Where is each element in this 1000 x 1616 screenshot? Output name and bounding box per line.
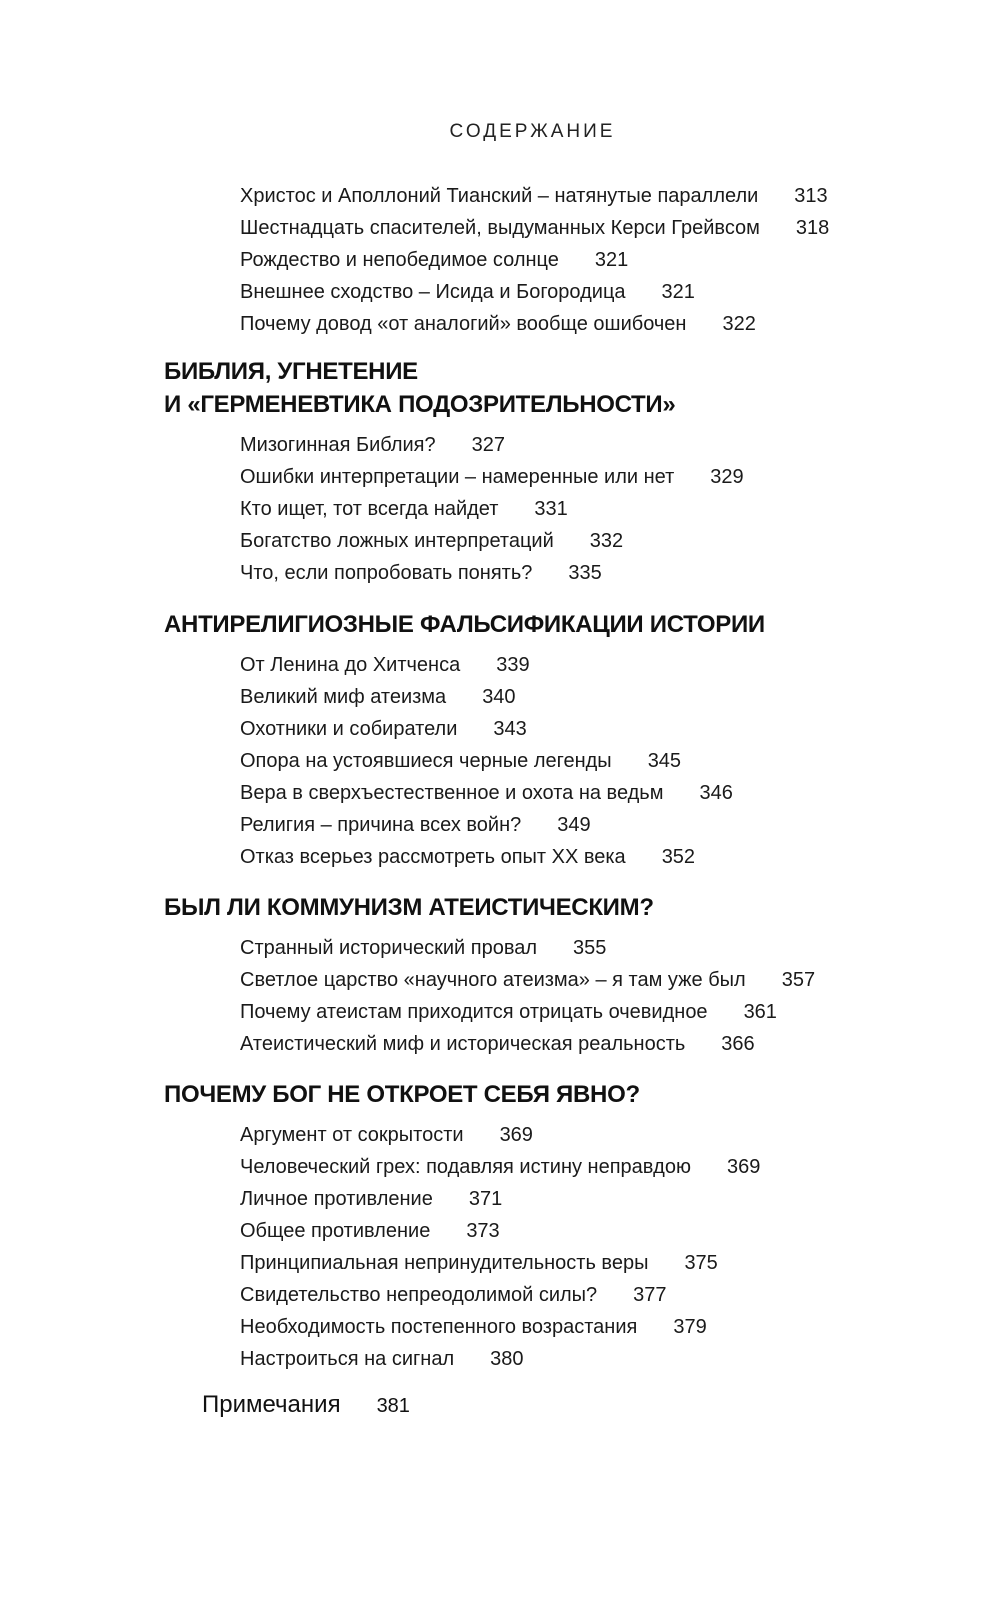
entry-title: Странный исторический провал [240,937,538,959]
entry-page-number: 335 [568,562,602,584]
toc-entry[interactable] [240,935,606,961]
entry-title: Почему довод «от аналогий» вообще ошибочен [240,313,687,335]
entry-page-number: 361 [743,1001,777,1023]
entry-title: Светлое царство «научного атеизма» – я там уже был [240,969,746,991]
toc-entry[interactable] [240,464,744,490]
toc-entry[interactable] [240,844,695,870]
entry-page-number: 371 [468,1188,503,1210]
entry-title: Отказ всерьез рассмотреть опыт XX века [240,846,626,868]
toc-entry[interactable] [240,1218,500,1244]
entry-page-number: 380 [490,1348,524,1370]
entry-title: Богатство ложных интерпретаций [240,530,554,552]
entry-page-number: 329 [710,466,744,488]
section-heading-line: БИБЛИЯ, УГНЕТЕНИЕ [164,358,418,385]
entry-title: Что, если попробовать понять? [240,562,533,584]
entry-page-number: 369 [499,1124,533,1146]
entry-page-number: 339 [496,654,530,676]
entry-page-number: 355 [573,937,607,959]
toc-entry[interactable] [240,311,756,337]
entry-title: Внешнее сходство – Исида и Богородица [240,281,626,303]
entry-page-number: 346 [699,782,733,804]
entry-title: Христос и Аполлоний Тианский – натянутые параллели [240,185,759,207]
entry-title: Свидетельство непреодолимой силы? [240,1284,598,1306]
entry-page-number: 322 [722,313,756,335]
entry-page-number: 375 [684,1252,718,1274]
toc-entry[interactable] [240,528,623,554]
entry-page-number: 352 [661,846,696,868]
entry-title: Почему атеистам приходится отрицать очевидное [240,1001,708,1023]
toc-entry[interactable] [240,247,628,273]
entry-title: Религия – причина всех войн? [240,814,522,836]
entry-title: Кто ищет, тот всегда найдет [240,498,499,520]
entry-title: Принципиальная непринудительность веры [240,1252,649,1274]
entry-page-number: 357 [781,969,816,991]
entry-title: Мизогинная Библия? [240,434,436,456]
entry-page-number: 331 [534,498,568,520]
section-heading[interactable]: БЫЛ ЛИ КОММУНИЗМ АТЕИСТИЧЕСКИМ? [164,894,654,921]
entry-page-number: 332 [589,530,624,552]
toc-entry[interactable] [240,999,777,1025]
entry-title: Настроиться на сигнал [240,1348,455,1370]
entry-page-number: 318 [795,217,830,239]
toc-entry[interactable] [240,652,530,678]
entry-title: Аргумент от сокрытости [240,1124,464,1146]
entry-page-number: 379 [673,1316,707,1338]
entry-title: Великий миф атеизма [240,686,447,708]
entry-title: Охотники и собиратели [240,718,458,740]
toc-entry[interactable] [240,1346,524,1372]
toc-entry[interactable] [240,812,591,838]
toc-entry-notes[interactable] [202,1390,410,1421]
entry-title: Общее противление [240,1220,431,1242]
entry-page-number: 345 [647,750,682,772]
section-heading[interactable] [164,355,675,421]
toc-entry[interactable] [240,1122,533,1148]
entry-page-number: 373 [466,1220,500,1242]
entry-page-number: 327 [471,434,505,456]
toc-entry[interactable] [240,279,695,305]
section-heading-line: И «ГЕРМЕНЕВТИКА ПОДОЗРИТЕЛЬНОСТИ» [164,391,676,418]
toc-entry[interactable] [240,1314,707,1340]
entry-title: Необходимость постепенного возрастания [240,1316,638,1338]
entry-page-number: 340 [482,686,516,708]
toc-entry[interactable] [240,1031,755,1057]
entry-page-number: 349 [557,814,591,836]
running-head: СОДЕРЖАНИЕ [449,121,616,142]
toc-entry[interactable] [240,496,568,522]
entry-title: Человеческий грех: подавляя истину неправдою [240,1156,691,1178]
toc-entry[interactable] [240,716,527,742]
toc-entry[interactable] [240,780,733,806]
toc-entry[interactable] [240,432,505,458]
notes-page-number: 381 [376,1395,410,1417]
entry-title: Ошибки интерпретации – намеренные или нет [240,466,675,488]
toc-entry[interactable] [240,1186,502,1212]
entry-title: От Ленина до Хитченса [240,654,461,676]
section-heading[interactable]: ПОЧЕМУ БОГ НЕ ОТКРОЕТ СЕБЯ ЯВНО? [164,1081,640,1108]
entry-page-number: 321 [661,281,695,303]
entry-page-number: 366 [721,1033,755,1055]
entry-title: Опора на устоявшиеся черные легенды [240,750,612,772]
toc-entry[interactable] [240,215,829,241]
entry-title: Атеистический миф и историческая реальность [240,1033,686,1055]
toc-entry[interactable] [240,183,828,209]
entry-title: Личное противление [240,1188,433,1210]
entry-title: Рождество и непобедимое солнце [240,249,559,271]
entry-page-number: 377 [633,1284,667,1306]
toc-entry[interactable] [240,748,681,774]
section-heading[interactable]: АНТИРЕЛИГИОЗНЫЕ ФАЛЬСИФИКАЦИИ ИСТОРИИ [164,611,765,638]
notes-title: Примечания [202,1391,341,1418]
toc-entry[interactable] [240,1282,667,1308]
toc-entry[interactable] [240,1250,718,1276]
toc-entry[interactable] [240,1154,760,1180]
toc-entry[interactable] [240,560,602,586]
entry-page-number: 369 [726,1156,761,1178]
entry-page-number: 343 [493,718,527,740]
entry-page-number: 321 [594,249,629,271]
toc-entry[interactable] [240,684,516,710]
toc-entry[interactable] [240,967,815,993]
entry-title: Вера в сверхъестественное и охота на ведьм [240,782,664,804]
entry-title: Шестнадцать спасителей, выдуманных Керси Грейвсом [240,217,760,239]
entry-page-number: 313 [794,185,828,207]
